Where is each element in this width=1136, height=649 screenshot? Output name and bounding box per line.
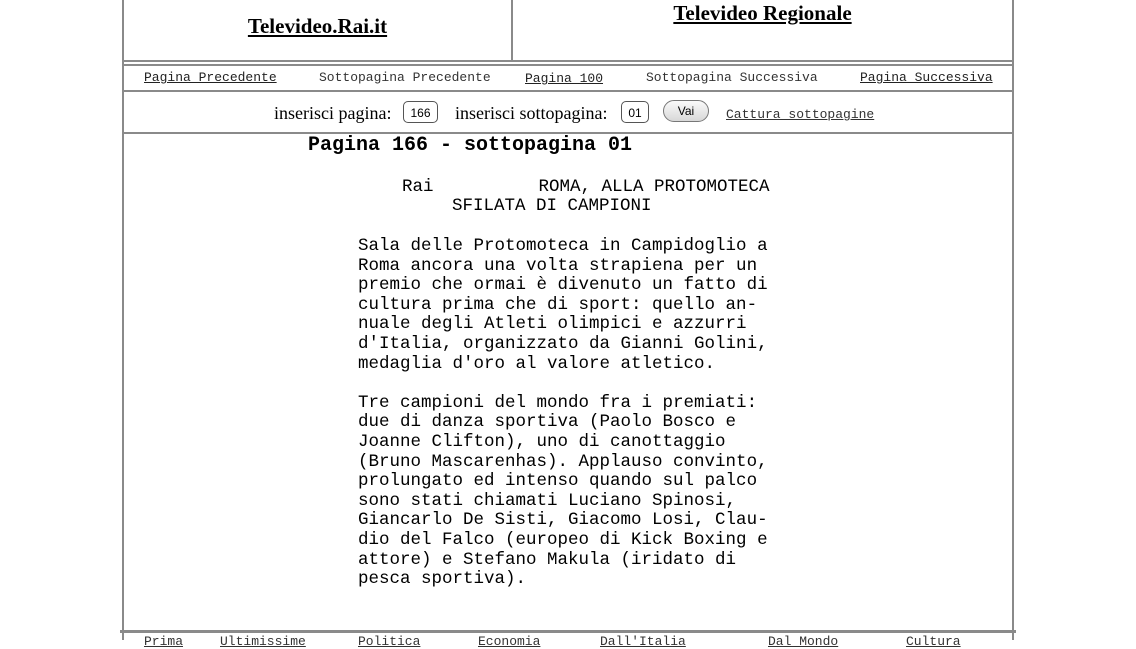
next-page-link[interactable]: Pagina Successiva (860, 70, 993, 85)
subpage-input-label: inserisci sottopagina: (455, 103, 608, 123)
page-100-link[interactable]: Pagina 100 (525, 71, 604, 86)
next-subpage-link[interactable]: Sottopagina Successiva (646, 70, 818, 85)
prev-page-link[interactable]: Pagina Precedente (144, 70, 277, 85)
header-left-cell (124, 0, 513, 60)
page-input-label: inserisci pagina: (274, 103, 392, 123)
article-line: (Bruno Mascarenhas). Applauso convinto, (358, 451, 768, 472)
article-line: prolungato ed intenso quando sul palco (358, 471, 758, 492)
section-link[interactable]: Cultura (906, 634, 961, 649)
article-line: pesca sportiva). (358, 569, 527, 590)
section-link[interactable]: Dal Mondo (768, 634, 839, 649)
capture-subpages-link[interactable]: Cattura sottopagine (726, 107, 875, 122)
header-row (124, 0, 1012, 62)
article-line: Giancarlo De Sisti, Giacomo Losi, Clau- (358, 510, 768, 531)
section-link[interactable]: Politica (358, 634, 421, 649)
section-link[interactable]: Economia (478, 634, 541, 649)
section-link[interactable]: Prima (144, 634, 184, 649)
page-input[interactable]: 166 (403, 101, 438, 123)
article-line: cultura prima che di sport: quello an- (358, 294, 758, 315)
go-button[interactable]: Vai (663, 100, 709, 122)
page-selector-form (124, 94, 1012, 134)
section-link[interactable]: Dall'Italia (600, 634, 686, 649)
article-line: Sala delle Protomoteca in Campidoglio a (358, 236, 768, 256)
article-line: dio del Falco (europeo di Kick Boxing e (358, 530, 768, 550)
teletext-content (124, 134, 1012, 630)
section-link[interactable]: Ultimissime (220, 634, 306, 649)
televideo-rai-link[interactable]: Televideo.Rai.it (247, 14, 388, 38)
subpage-input[interactable]: 01 (621, 101, 649, 123)
article-line: attore) e Stefano Makula (iridato di (358, 549, 737, 570)
page-title: Pagina 166 - sottopagina 01 (308, 134, 633, 157)
article-header-line: Rai ROMA, ALLA PROTOMOTECA (402, 177, 770, 197)
article-line: Tre campioni del mondo fra i premiati: (358, 392, 758, 413)
page-frame (122, 0, 1014, 640)
televideo-regionale-link[interactable]: Televideo Regionale (673, 1, 852, 25)
article-line: sono stati chiamati Luciano Spinosi, (358, 490, 737, 511)
header-right-cell (513, 0, 1012, 60)
article-line: Roma ancora una volta strapiena per un (358, 255, 758, 276)
article-line: d'Italia, organizzato da Gianni Golini, (358, 334, 768, 354)
article-line: Joanne Clifton), uno di canottaggio (358, 432, 726, 452)
page-navigation (124, 64, 1012, 92)
article-line: nuale degli Atleti olimpici e azzurri (358, 314, 747, 335)
article-line: premio che ormai è divenuto un fatto di (358, 275, 768, 296)
prev-subpage-link[interactable]: Sottopagina Precedente (319, 70, 491, 85)
section-navigation (120, 630, 1016, 649)
article-line: due di danza sportiva (Paolo Bosco e (358, 412, 737, 433)
article-line: medaglia d'oro al valore atletico. (358, 353, 716, 374)
article-headline: SFILATA DI CAMPIONI (452, 196, 652, 216)
